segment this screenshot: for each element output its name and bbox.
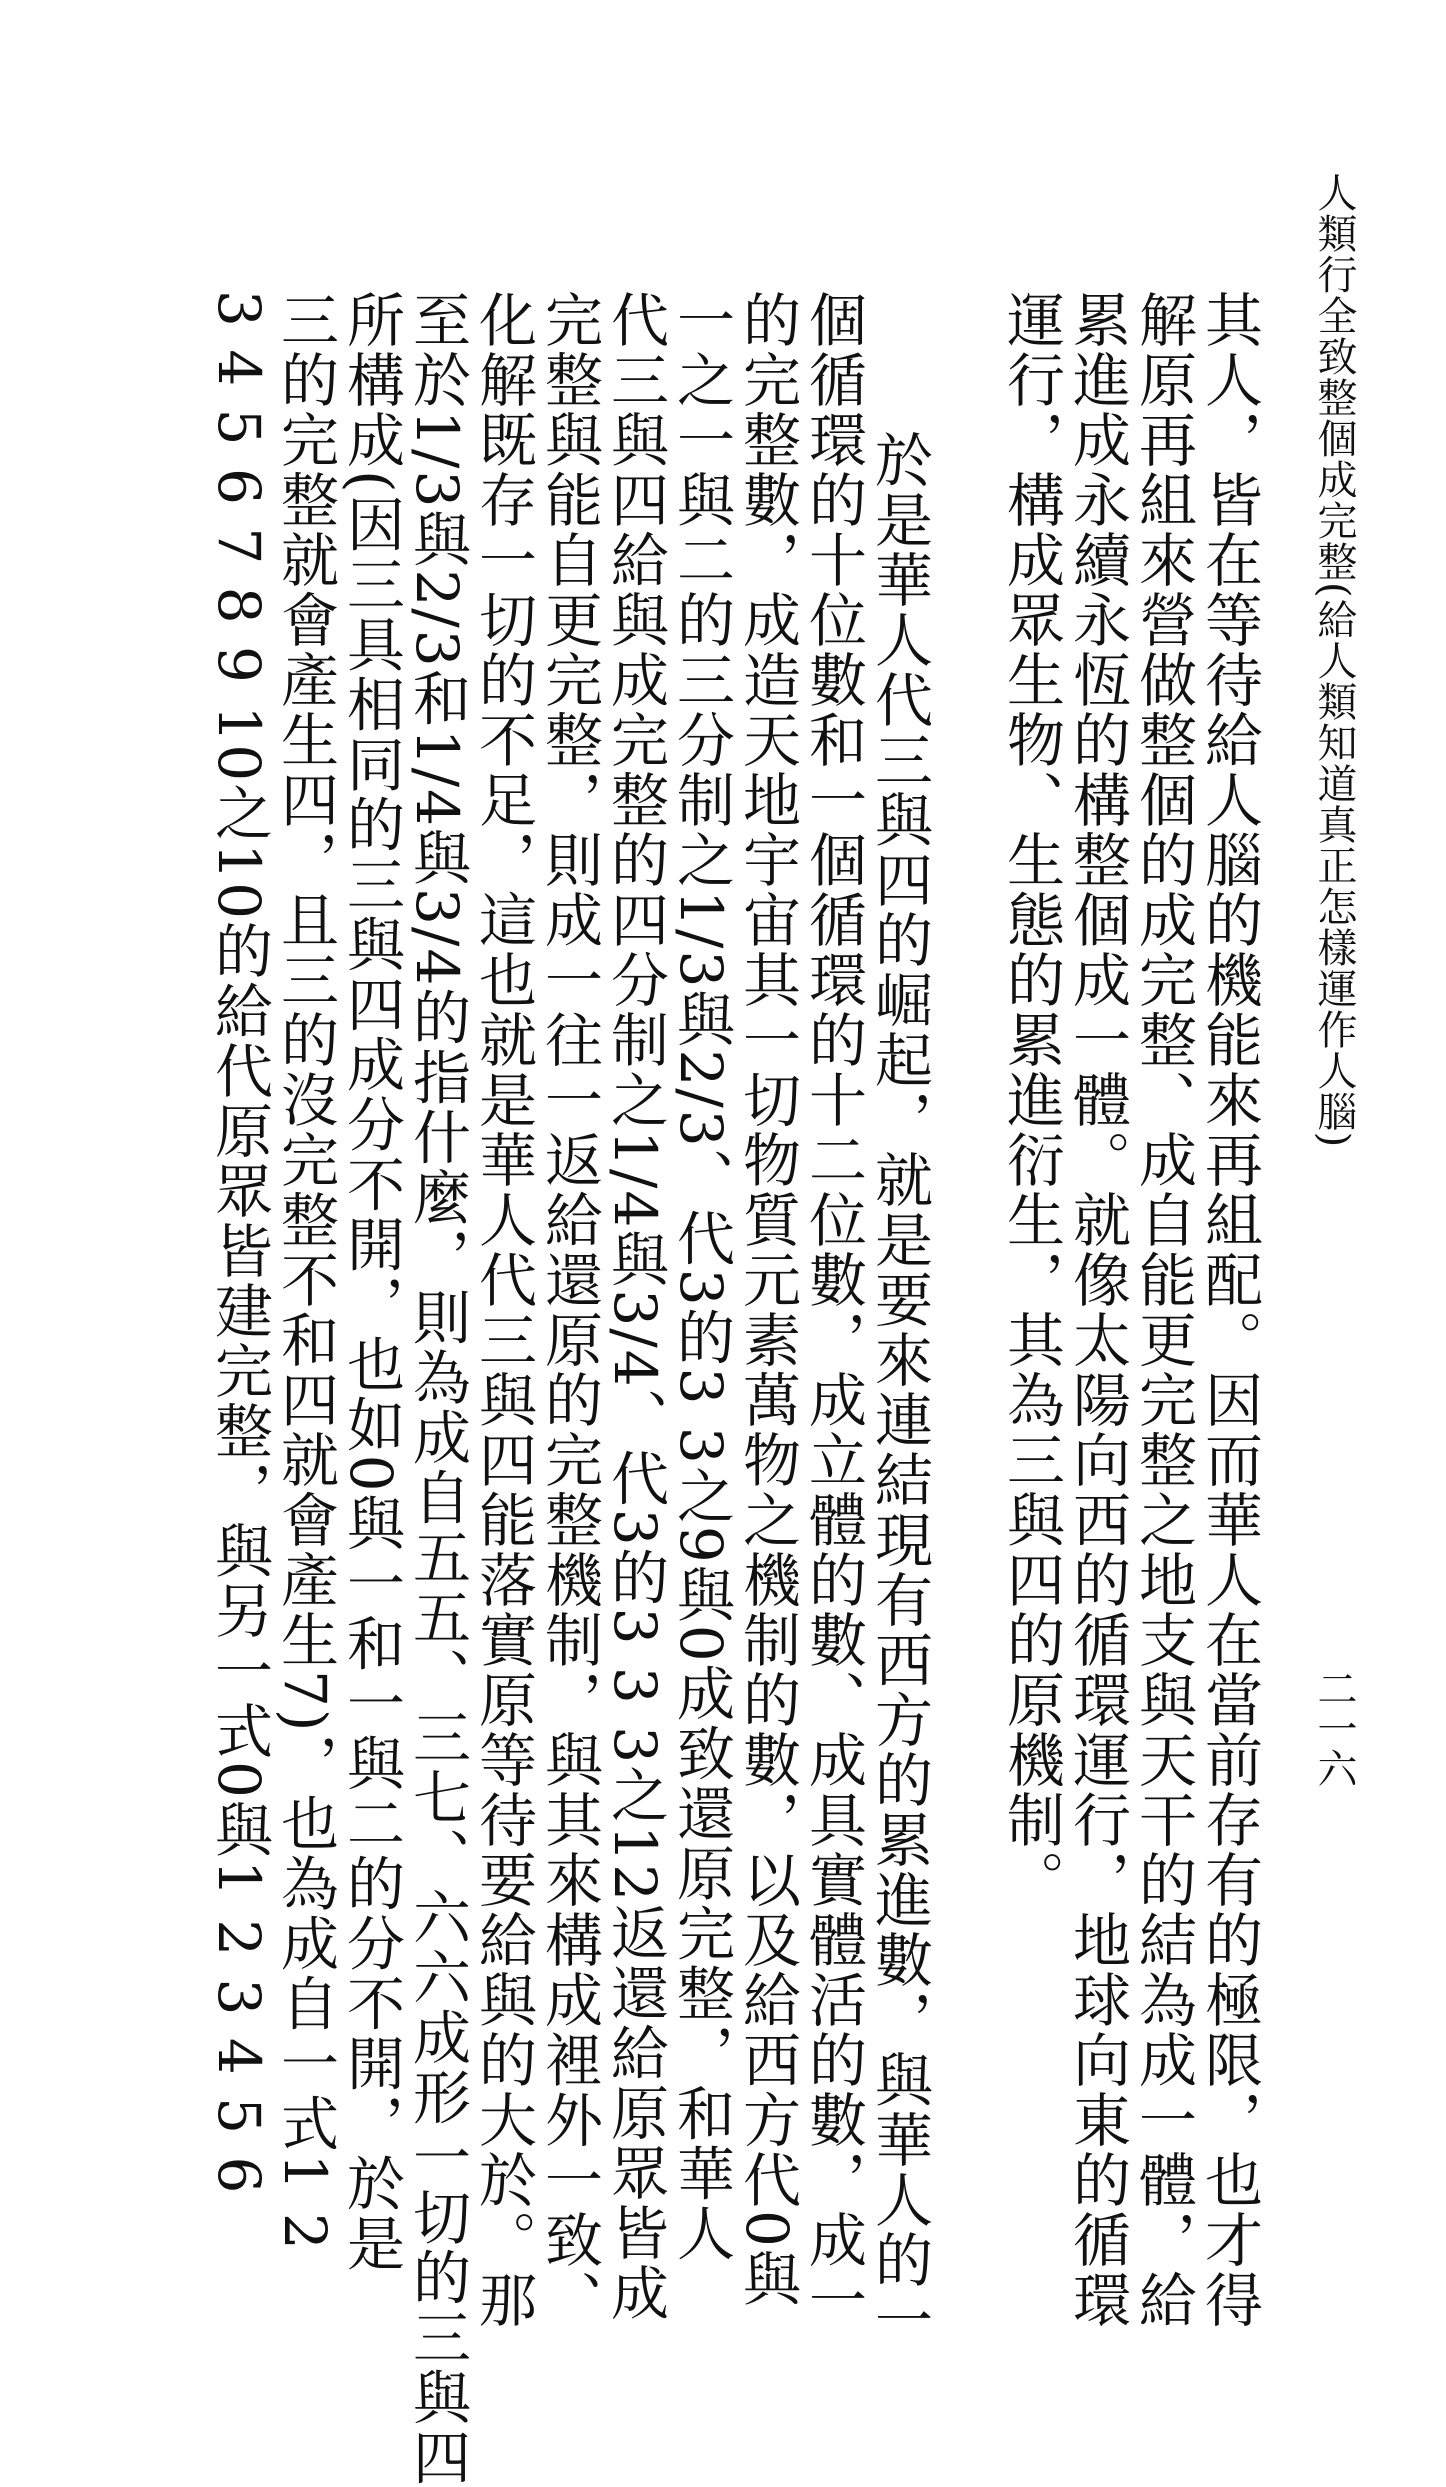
page-header-title: 人類行全致整個成完整(給人類知道真正怎樣運作人腦) bbox=[1311, 172, 1357, 1149]
text-column: 於是華人代三與四的崛起，就是要來連結現有西方的累進數，與華人的一 bbox=[865, 370, 933, 2350]
text-column: 運行，構成眾生物、生態的累進衍生，其為三與四的原機制。 bbox=[997, 290, 1065, 1910]
text-column: 三的完整就會產生四，且三的沒完整不和四就會產生7)，也為成自一式1 2 bbox=[271, 290, 339, 2252]
text-column: 一之一與二的三分制之1/3與2/3、代3的3 3之9與0成致還原完整，和華人 bbox=[667, 290, 735, 2264]
page-number: 二一六 bbox=[1311, 1668, 1357, 1788]
text-column: 個循環的十位數和一個循環的十二位數，成立體的數、成具實體活的數，成一 bbox=[799, 290, 867, 2330]
text-column: 累進成永續永恆的構整個成一體。就像太陽向西的循環運行，地球向東的循環 bbox=[1063, 290, 1131, 2330]
text-column: 化解既存一切的不足，這也就是華人代三與四能落實原等待要給與的大於。那 bbox=[469, 290, 537, 2330]
text-column: 的完整數，成造天地宇宙其一切物質元素萬物之機制的數，以及給西方代0與 bbox=[733, 290, 801, 2309]
text-column: 所構成(因三具相同的三與四成分不開，也如0與一和一與二的分不開，於是 bbox=[337, 290, 405, 2274]
text-column: 代三與四給與成完整的四分制之1/4與3/4、代3的3 3 3之12返還給原眾皆成 bbox=[601, 290, 669, 2323]
text-column: 至於1/3與2/3和1/4與3/4的指什麼，則為成自五五、三七、六六成形一切的三與四 bbox=[403, 290, 471, 2487]
text-column: 解原再組來營做整個的成完整、成自能更完整之地支與天干的結為成一體，給 bbox=[1129, 290, 1197, 2330]
text-column: 3 4 5 6 7 8 9 10之10的給代原眾皆建完整，與另一式0與1 2 3 4 5 6 bbox=[205, 290, 273, 2196]
text-column: 完整與能自更完整，則成一往一返給還原的完整機制，與其來構成裡外一致、 bbox=[535, 290, 603, 2330]
text-column: 其人，皆在等待給人腦的機能來再組配。因而華人在當前存有的極限，也才得 bbox=[1195, 290, 1263, 2330]
